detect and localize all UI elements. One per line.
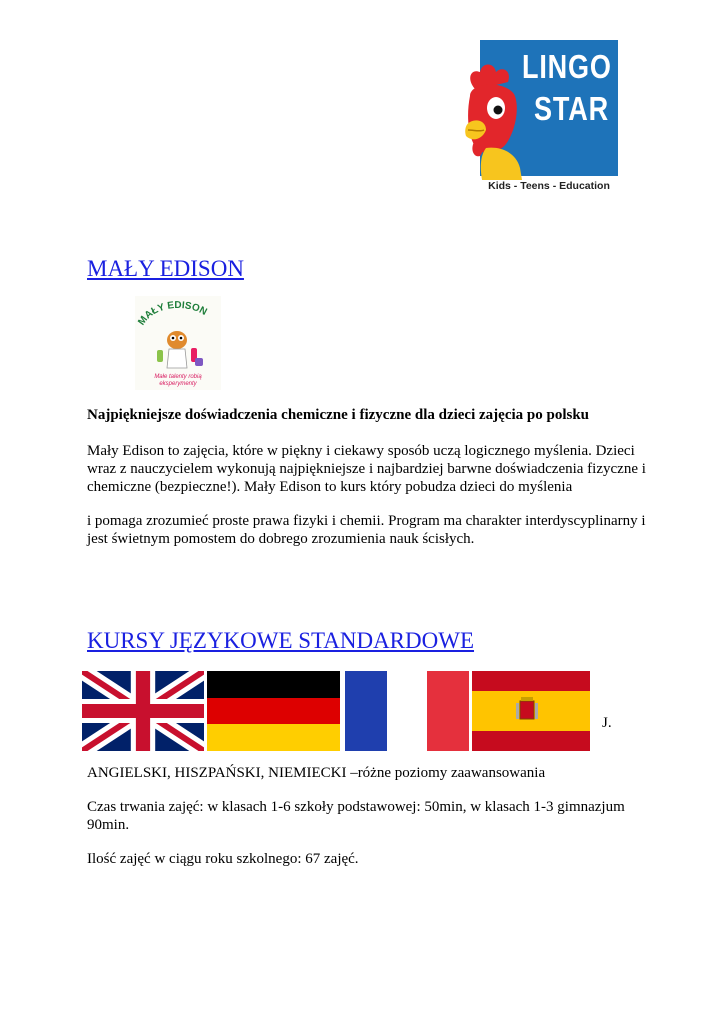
lingo-star-logo	[456, 40, 618, 196]
edison-caption-line2: eksperymenty	[159, 381, 197, 387]
duration-line2: 90min.	[87, 817, 130, 833]
section-heading-kursy-jezykowe[interactable]: KURSY JĘZYKOWE STANDARDOWE	[87, 628, 475, 653]
spain-flag-icon	[472, 671, 590, 751]
duration-line1: Czas trwania zajęć: w klasach 1-6 szkoły podstawowej: 50min, w klasach 1-3 gimnazjum	[87, 799, 625, 815]
edison-arc-title-path: MAŁY EDISON	[136, 299, 209, 328]
france-flag-icon	[345, 671, 469, 751]
germany-flag-icon	[207, 671, 340, 751]
section1-para1-line2: wraz z nauczycielem wykonują najpiękniejsze i najbardziej barwne doświadczenia fizyczne i	[87, 461, 646, 477]
logo-text-line1: LINGO	[522, 48, 612, 85]
section1-para1-line3: chemiczne (bezpieczne!). Mały Edison to kurs który pobudza dzieci do myślenia	[87, 479, 573, 495]
logo-tagline: Kids - Teens - Education	[488, 180, 610, 192]
logo-text-line2: STAR	[534, 90, 609, 127]
classes-count-line: Ilość zajęć w ciągu roku szkolnego: 67 zajęć.	[87, 851, 359, 867]
section1-para1-line1: Mały Edison to zajęcia, które w piękny i ciekawy sposób uczą logicznego myślenia. Dzieci	[87, 443, 635, 459]
section-heading-maly-edison[interactable]: MAŁY EDISON	[87, 256, 244, 281]
languages-line: ANGIELSKI, HISZPAŃSKI, NIEMIECKI –różne poziomy zaawansowania	[87, 765, 546, 781]
section1-para2-line1: i pomaga zrozumieć proste prawa fizyki i chemii. Program ma charakter interdyscyplinarny i	[87, 513, 646, 529]
section1-para2-line2: jest świetnym pomostem do dobrego zrozumienia nauk ścisłych.	[87, 531, 475, 547]
flags-trailing-letter: J.	[602, 715, 612, 731]
section1-subtitle: Najpiękniejsze doświadczenia chemiczne i fizyczne dla dzieci zajęcia po polsku	[87, 407, 590, 423]
edison-caption-line1: Małe talenty robią	[154, 374, 202, 380]
maly-edison-logo-icon	[135, 296, 221, 390]
uk-flag-icon	[82, 671, 204, 751]
